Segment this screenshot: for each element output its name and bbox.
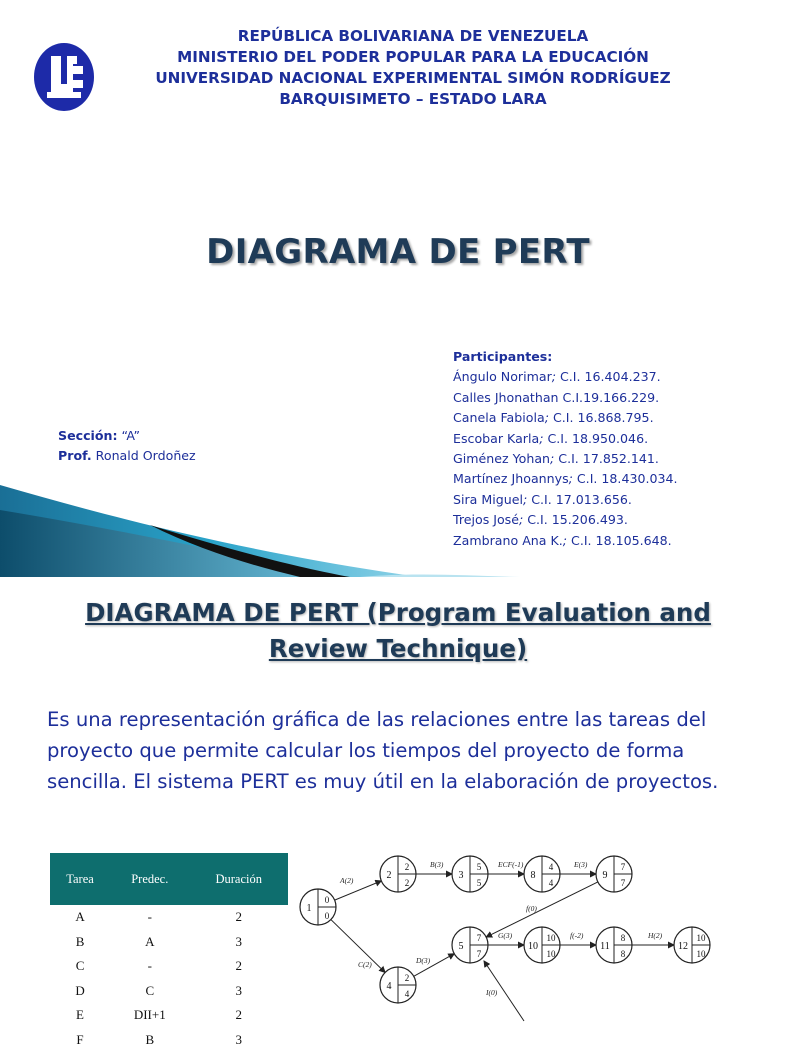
pert-node-early: 2 [405,862,410,872]
pert-node-late: 10 [697,949,707,959]
pert-node-late: 7 [477,949,482,959]
pert-node-id: 9 [603,870,608,881]
table-cell: - [110,954,189,979]
pert-node [300,889,336,925]
pert-node [452,856,488,892]
table-cell: E [50,1003,110,1028]
pert-edge-label: C(2) [358,960,372,969]
pert-node-id: 5 [459,941,464,952]
pert-edge-label: D(3) [415,956,431,965]
unesr-logo-icon [33,42,95,112]
table-cell: - [110,905,189,930]
table-cell: 3 [190,1028,289,1052]
column-header: Predec. [110,853,189,905]
pert-node-late: 2 [405,878,410,888]
pert-node [380,856,416,892]
pert-edge-label: I(0) [485,988,498,997]
pert-node-early: 5 [477,862,482,872]
pert-node-late: 7 [621,878,626,888]
pert-node-early: 2 [405,973,410,983]
table-cell: DII+1 [110,1003,189,1028]
pert-node [380,967,416,1003]
pert-node-early: 7 [477,933,482,943]
pert-node [524,927,560,963]
table-cell: 3 [190,930,289,955]
decorative-swoosh [0,480,768,577]
pert-network-diagram [298,845,726,1024]
table-cell: C [50,954,110,979]
pert-edge-label: B(3) [430,860,444,869]
pert-edge-label: E(3) [573,860,588,869]
pert-node-late: 10 [547,949,557,959]
task-table-wrapper [50,853,288,1052]
participant-item: Martínez Jhoannys; C.I. 18.430.034. [453,469,678,489]
pert-node [596,927,632,963]
pert-node [524,856,560,892]
pert-node-early: 10 [697,933,707,943]
table-row [50,979,288,1004]
participant-item: Sira Miguel; C.I. 17.013.656. [453,490,678,510]
pert-node-late: 4 [405,989,410,999]
pert-node-id: 11 [600,941,610,952]
participant-item: Escobar Karla; C.I. 18.950.046. [453,429,678,449]
pert-node-id: 10 [528,941,538,952]
pert-node-late: 5 [477,878,482,888]
slide-title: DIAGRAMA DE PERT [0,232,796,272]
table-row [50,954,288,979]
pert-edge-label: A(2) [339,876,354,885]
pert-node-late: 0 [325,911,330,921]
table-row [50,1003,288,1028]
pert-node-id: 3 [459,870,464,881]
table-cell: B [50,930,110,955]
pert-node-early: 10 [547,933,557,943]
table-cell: 2 [190,1003,289,1028]
table-cell: 3 [190,979,289,1004]
table-cell: 2 [190,905,289,930]
pert-definition-slide [0,577,768,1024]
pert-edge-label: H(2) [647,931,663,940]
header-line: REPÚBLICA BOLIVARIANA DE VENEZUELA [130,26,696,47]
table-cell: D [50,979,110,1004]
section-info [58,426,196,466]
pert-node [452,927,488,963]
table-cell: A [50,905,110,930]
pert-node-early: 8 [621,933,626,943]
table-cell: F [50,1028,110,1052]
section-line: Sección: “A” [58,426,196,446]
definition-paragraph: Es una representación gráfica de las relaciones entre las tareas del proyecto que permite calcular los tiempos del proyecto de forma sencilla. El sistema PERT es muy útil en la elaboración de proyectos. [47,704,727,797]
pert-node-late: 8 [621,949,626,959]
participant-item: Zambrano Ana K.; C.I. 18.105.648. [453,531,678,551]
pert-node-id: 8 [531,870,536,881]
table-cell: B [110,1028,189,1052]
pert-edge-label: f(-2) [570,931,584,940]
table-row [50,930,288,955]
participant-item: Giménez Yohan; C.I. 17.852.141. [453,449,678,469]
pert-node [674,927,710,963]
table-cell: A [110,930,189,955]
table-header-row [50,853,288,905]
table-cell: 2 [190,954,289,979]
column-header: Tarea [50,853,110,905]
header-line: UNIVERSIDAD NACIONAL EXPERIMENTAL SIMÓN RODRÍGUEZ [130,68,696,89]
participant-item: Ángulo Norimar; C.I. 16.404.237. [453,367,678,387]
pert-node-early: 7 [621,862,626,872]
institution-header [130,26,696,110]
slide-title: DIAGRAMA DE PERT (Program Evaluation and Review Technique) [60,595,736,667]
pert-node [596,856,632,892]
pert-edge-label: f(0) [526,904,537,913]
pert-node-id: 4 [387,981,392,992]
task-table [50,853,288,1052]
participant-item: Calles Jhonathan C.I.19.166.229. [453,388,678,408]
table-row [50,905,288,930]
participants-label: Participantes: [453,347,678,367]
column-header: Duración [190,853,289,905]
pert-edge-label: G(3) [498,931,513,940]
header-line: MINISTERIO DEL PODER POPULAR PARA LA EDUCACIÓN [130,47,696,68]
pert-node-id: 1 [307,903,312,914]
pert-edge-label: ECF(-1) [497,860,524,869]
table-cell: C [110,979,189,1004]
pert-node-early: 0 [325,895,330,905]
participant-item: Trejos José; C.I. 15.206.493. [453,510,678,530]
pert-node-early: 4 [549,862,554,872]
pert-node-id: 2 [387,870,392,881]
pert-node-id: 12 [678,941,688,952]
header-line: BARQUISIMETO – ESTADO LARA [130,89,696,110]
pert-node-late: 4 [549,878,554,888]
table-row [50,1028,288,1052]
participant-item: Canela Fabiola; C.I. 16.868.795. [453,408,678,428]
professor-line: Prof. Ronald Ordoñez [58,446,196,466]
